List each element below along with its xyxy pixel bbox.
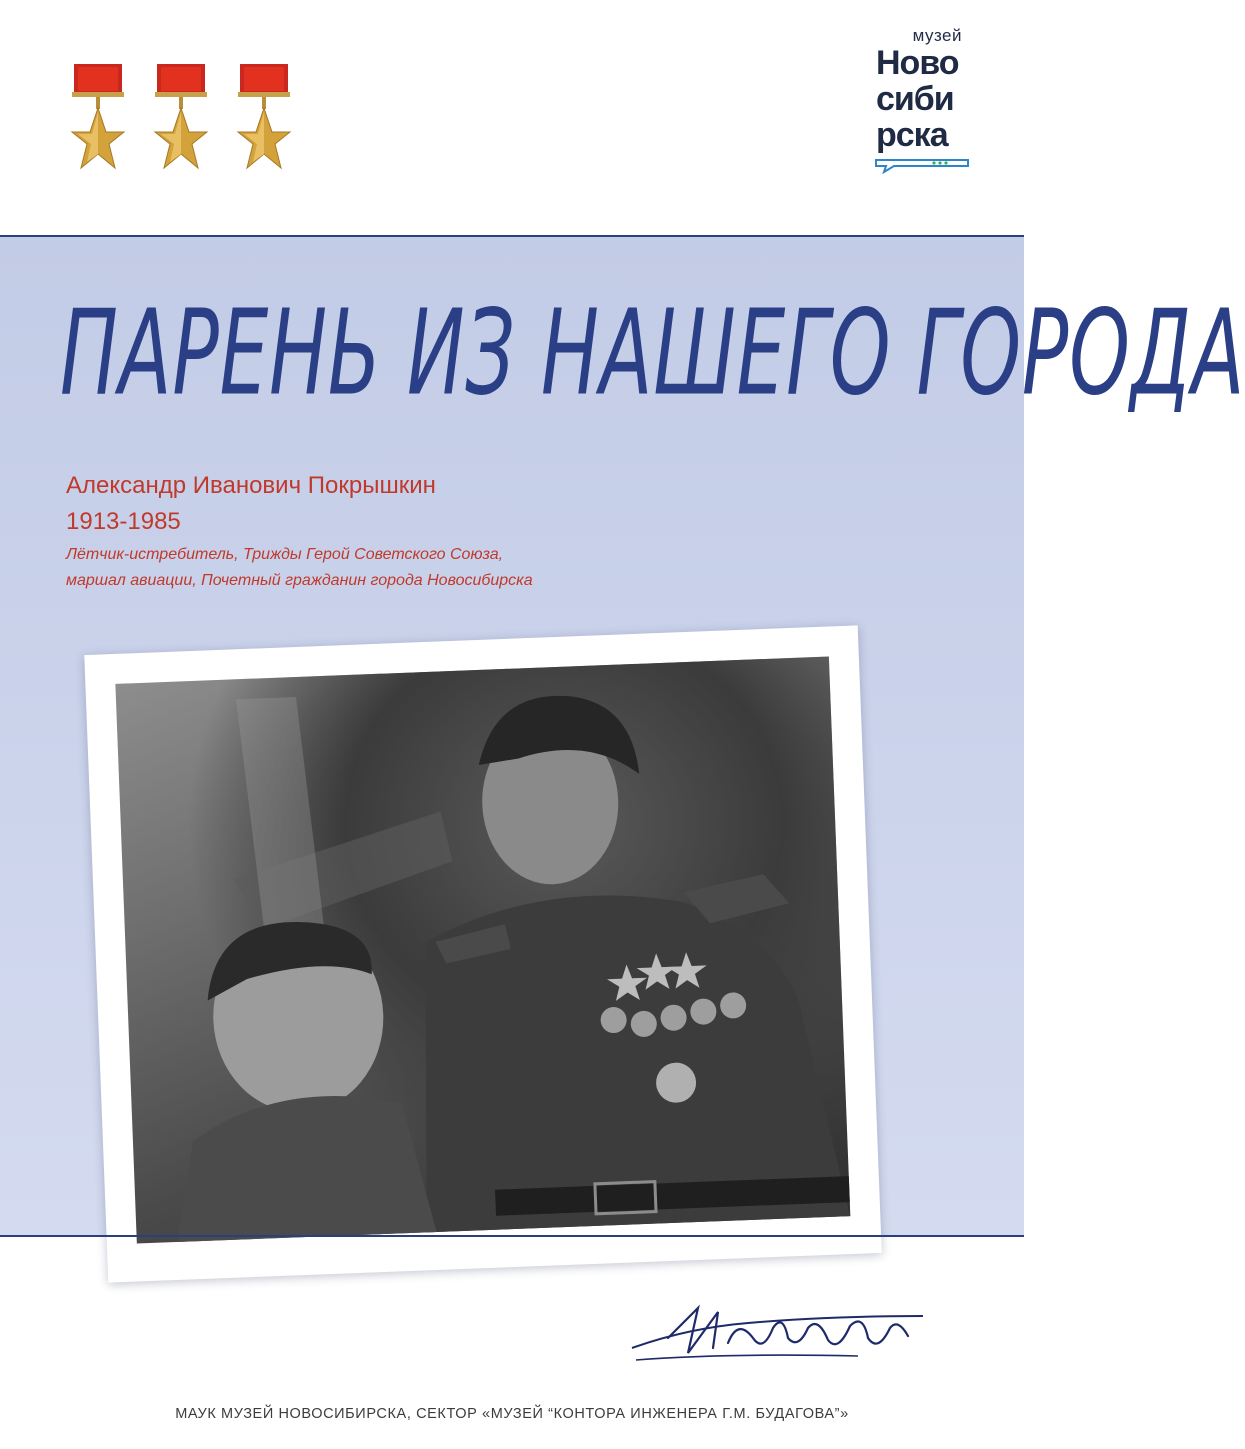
gold-star-medal-icon	[153, 62, 209, 172]
photo-frame	[84, 625, 882, 1282]
gold-star-medal-icon	[236, 62, 292, 172]
logo-speech-bubble-icon	[874, 158, 970, 174]
page-title: ПАРЕНЬ ИЗ НАШЕГО ГОРОДА	[60, 285, 1245, 422]
photo-scene-icon	[115, 657, 850, 1244]
person-years: 1913-1985	[66, 508, 181, 535]
divider-bottom	[0, 1235, 1024, 1237]
archival-photo	[115, 657, 850, 1244]
logo-line-2: сиби	[876, 80, 954, 118]
logo-line-3: рска	[876, 116, 948, 154]
logo-museum-word: музей	[912, 26, 962, 45]
footer-credit: МАУК МУЗЕЙ НОВОСИБИРСКА, СЕКТОР «МУЗЕЙ “КОНТОРА ИНЖЕНЕРА Г.М. БУДАГОВА”»	[175, 1406, 849, 1422]
description-line-1: Лётчик-истребитель, Трижды Герой Советского Союза,	[66, 546, 504, 563]
person-description	[66, 542, 533, 594]
logo-line-1: Ново	[876, 44, 959, 82]
handwritten-signature-icon	[628, 1298, 928, 1368]
gold-star-medal-icon	[70, 62, 126, 172]
museum-logo	[874, 26, 974, 176]
person-name: Александр Иванович Покрышкин	[66, 472, 436, 499]
description-line-2: маршал авиации, Почетный гражданин города Новосибирска	[66, 572, 533, 589]
